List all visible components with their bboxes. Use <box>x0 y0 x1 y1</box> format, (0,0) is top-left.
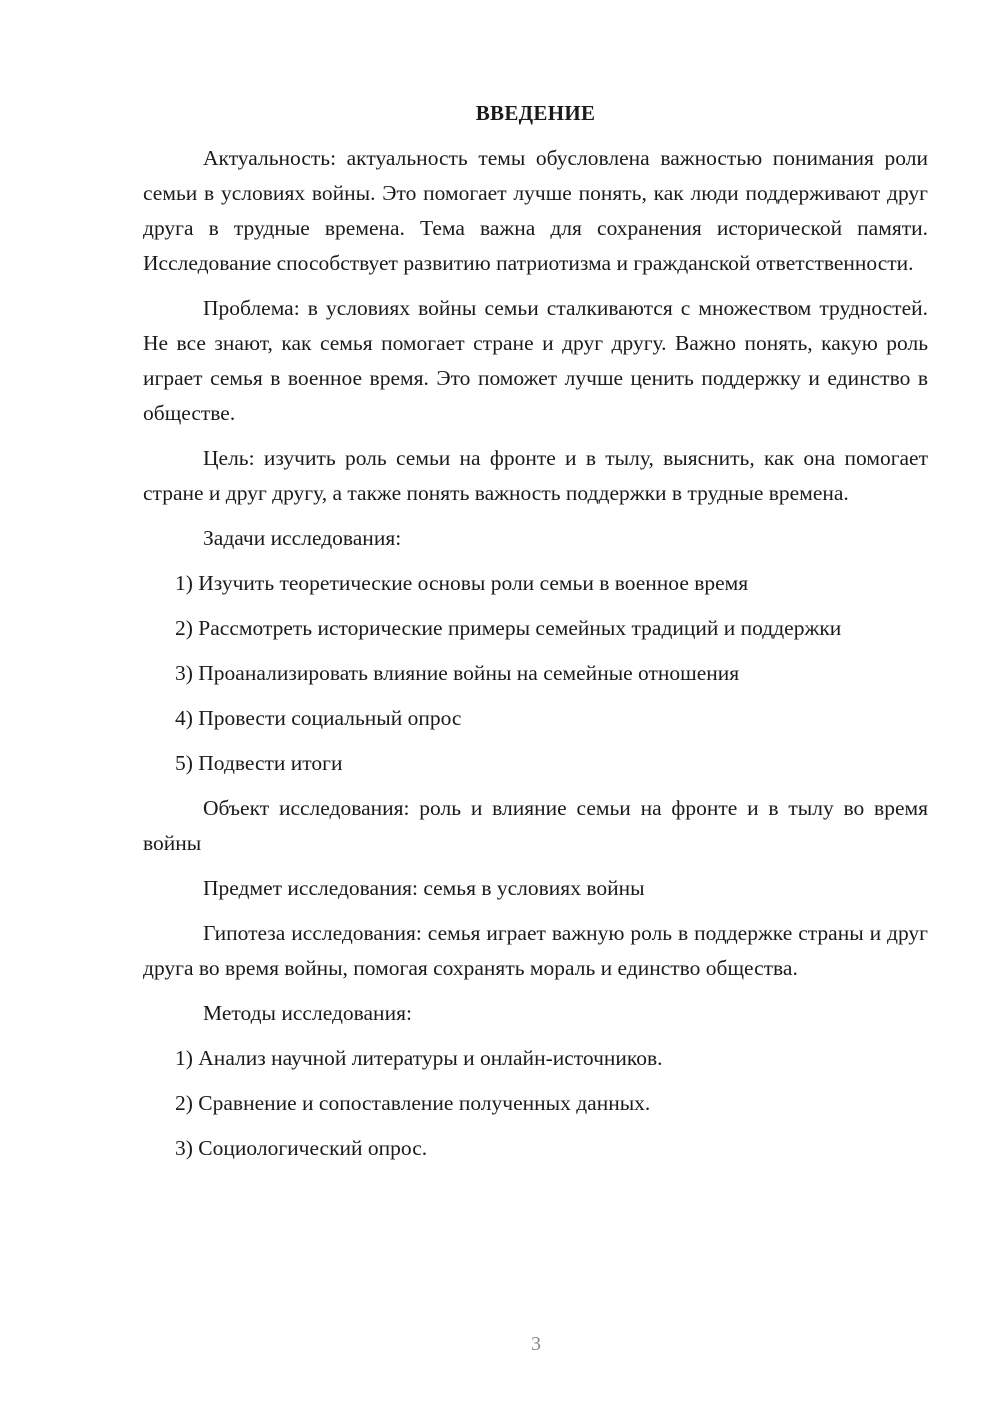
object-paragraph: Объект исследования: роль и влияние семьи на фронте и в тылу во время войны <box>143 796 928 855</box>
method-item: 1) Анализ научной литературы и онлайн-источников. <box>175 1046 663 1070</box>
problem-paragraph: Проблема: в условиях войны семьи сталкиваются с множеством трудностей. Не все знают, как семья помогает стране и друг другу. Важно понять, какую роль играет семья в военное время. Это поможет лучше ценить поддержку и единство в обществе. <box>143 296 928 425</box>
subject-paragraph: Предмет исследования: семья в условиях войны <box>203 876 645 900</box>
method-item: 2) Сравнение и сопоставление полученных данных. <box>175 1091 651 1115</box>
method-item: 3) Социологический опрос. <box>175 1136 428 1160</box>
tasks-heading: Задачи исследования: <box>203 526 402 550</box>
task-item: 5) Подвести итоги <box>175 751 343 775</box>
methods-heading: Методы исследования: <box>203 1001 412 1025</box>
page-title: ВВЕДЕНИЕ <box>475 101 596 125</box>
hypothesis-paragraph: Гипотеза исследования: семья играет важную роль в поддержке страны и друг друга во время войны, помогая сохранять мораль и единство общества. <box>143 921 928 980</box>
document-body <box>143 96 928 1176</box>
goal-paragraph: Цель: изучить роль семьи на фронте и в тылу, выяснить, как она помогает стране и друг другу, а также понять важность поддержки в трудные времена. <box>143 446 928 505</box>
task-item: 4) Провести социальный опрос <box>175 706 462 730</box>
task-item: 1) Изучить теоретические основы роли семьи в военное время <box>175 571 749 595</box>
relevance-paragraph: Актуальность: актуальность темы обусловлена важностью понимания роли семьи в условиях войны. Это помогает лучше понять, как люди поддерживают друг друга в трудные времена. Тема важна для сохранения исторической памяти. Исследование способствует развитию патриотизма и гражданской ответственности. <box>143 146 928 275</box>
page-number: 3 <box>531 1333 541 1355</box>
task-item: 3) Проанализировать влияние войны на семейные отношения <box>175 661 740 685</box>
task-item: 2) Рассмотреть исторические примеры семейных традиций и поддержки <box>175 616 842 640</box>
